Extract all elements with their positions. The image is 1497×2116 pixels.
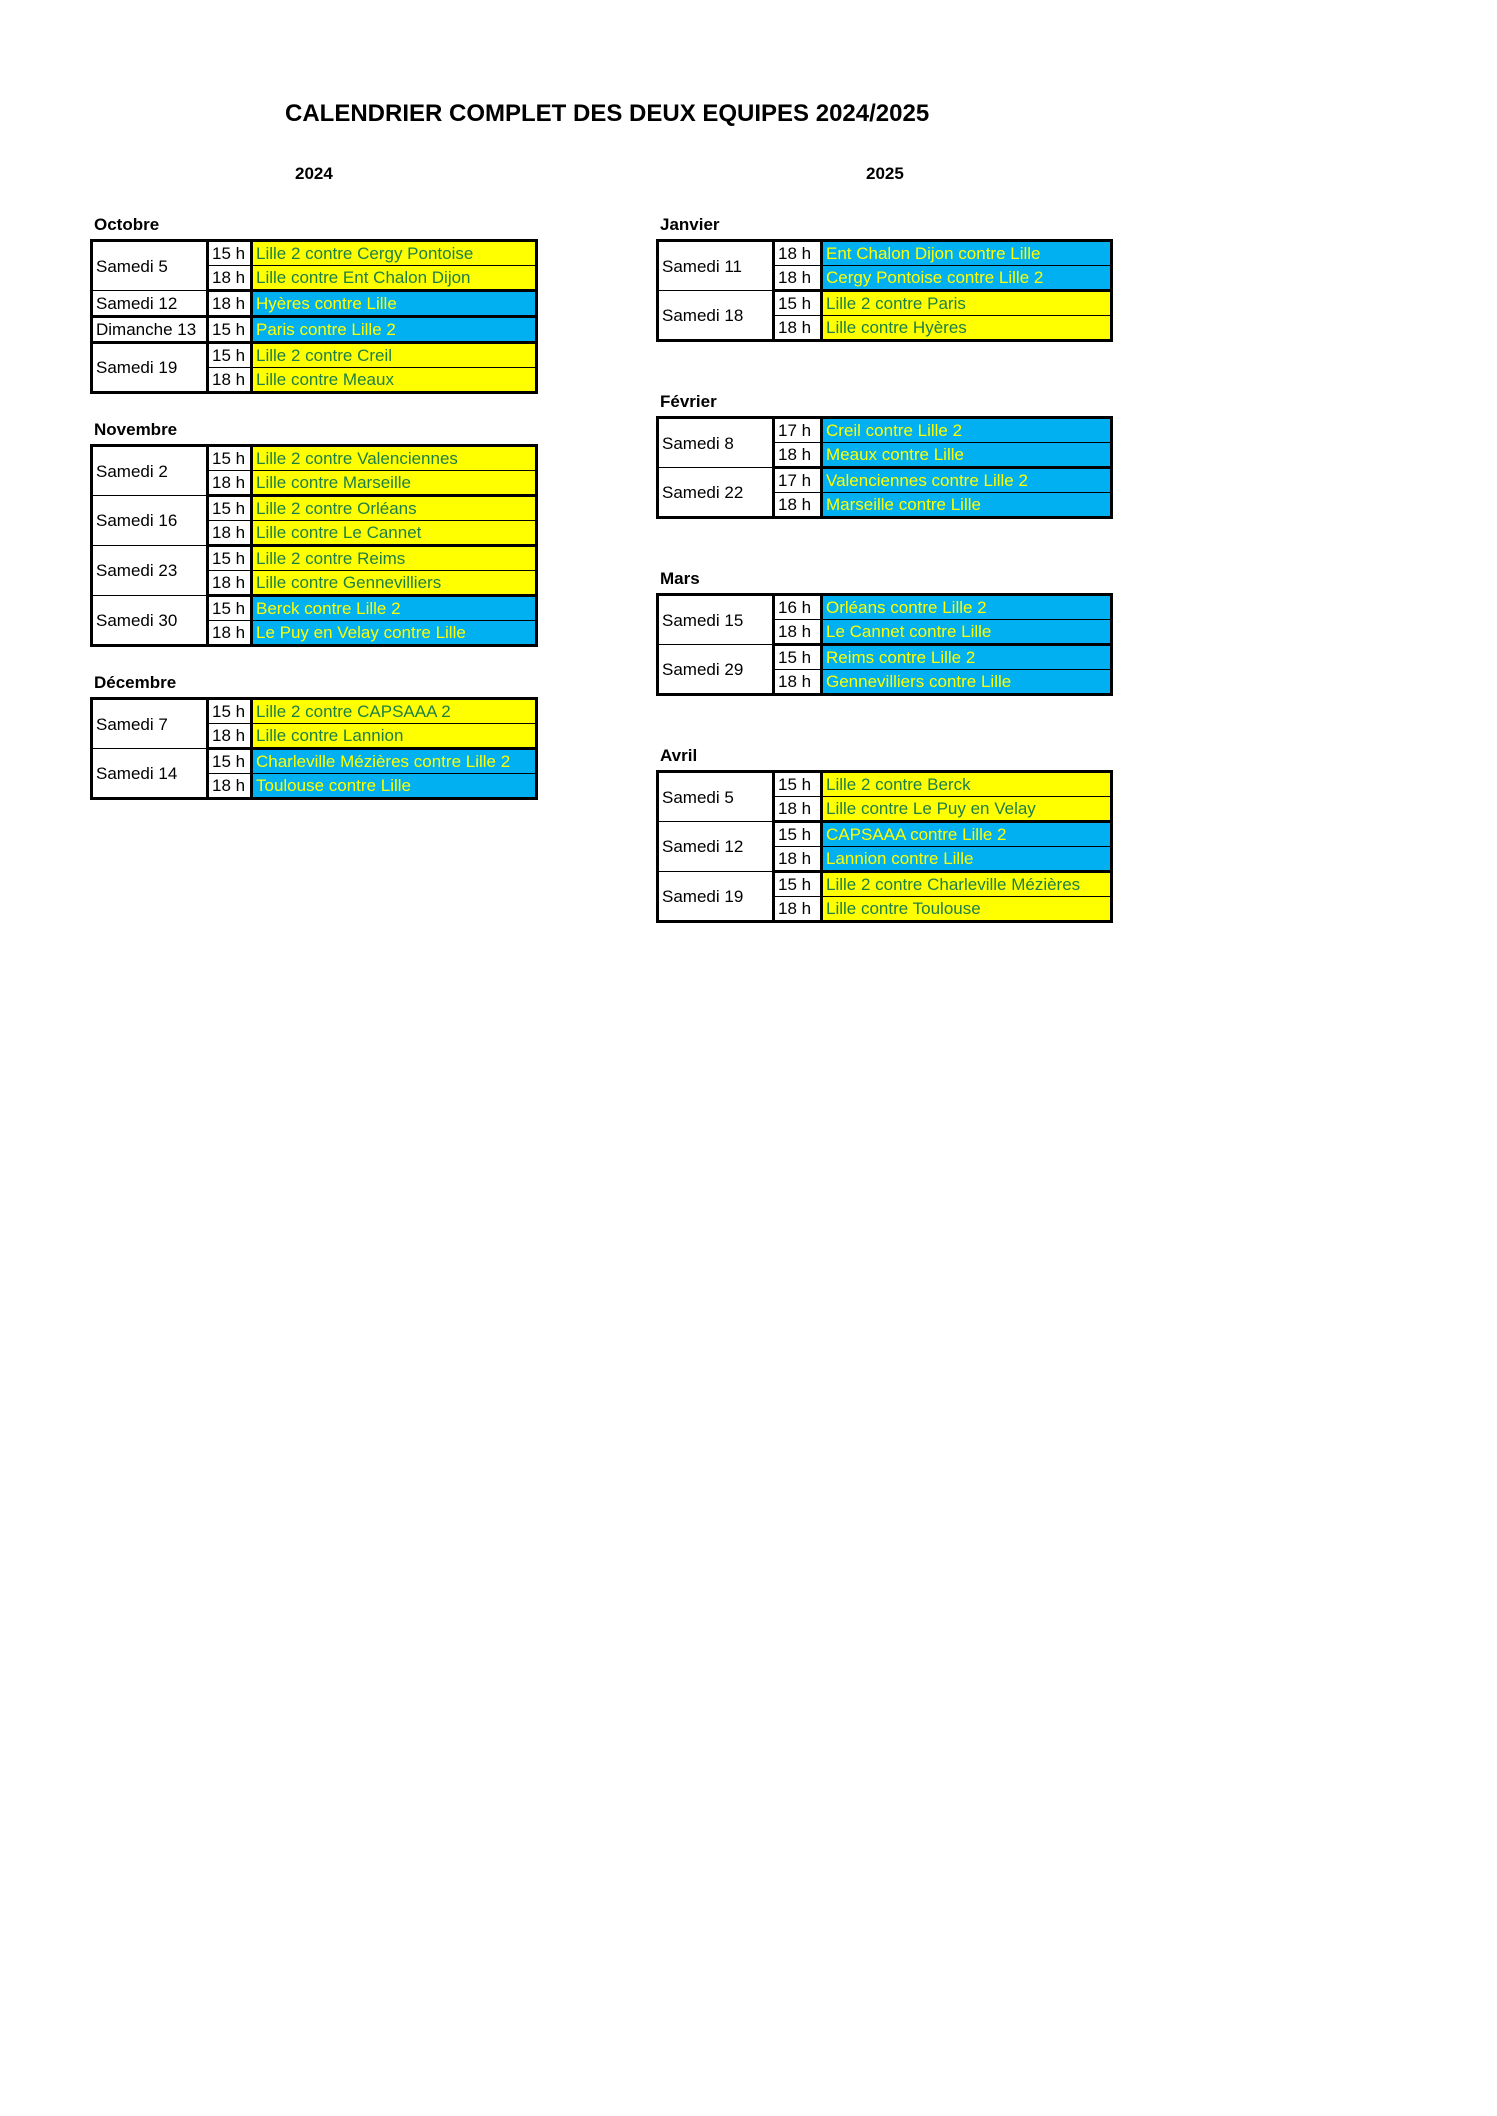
time-cell: 15 h [208, 241, 252, 266]
month-block [90, 420, 538, 647]
match-cell: Ent Chalon Dijon contre Lille [822, 241, 1112, 266]
table-row [658, 595, 1112, 620]
time-cell: 18 h [208, 571, 252, 596]
time-cell: 15 h [208, 699, 252, 724]
table-row [92, 749, 537, 774]
match-cell: Hyères contre Lille [252, 291, 537, 317]
month-title: Novembre [94, 420, 178, 439]
table-row [658, 468, 1112, 493]
time-cell: 18 h [774, 241, 822, 266]
day-cell: Samedi 16 [92, 496, 208, 546]
time-cell: 18 h [774, 620, 822, 645]
day-cell: Samedi 30 [92, 596, 208, 646]
day-cell: Samedi 15 [658, 595, 774, 645]
time-cell: 18 h [774, 266, 822, 291]
match-cell: Le Cannet contre Lille [822, 620, 1112, 645]
table-row [92, 699, 537, 724]
time-cell: 15 h [208, 343, 252, 368]
match-cell: Reims contre Lille 2 [822, 645, 1112, 670]
schedule-column-2025 [656, 215, 1113, 923]
table-row [92, 343, 537, 368]
match-cell: Creil contre Lille 2 [822, 418, 1112, 443]
month-title: Octobre [94, 215, 160, 234]
time-cell: 18 h [774, 670, 822, 695]
match-cell: CAPSAAA contre Lille 2 [822, 822, 1112, 847]
schedule-table [656, 770, 1113, 923]
day-cell: Samedi 14 [92, 749, 208, 799]
time-cell: 15 h [208, 546, 252, 571]
day-cell: Samedi 22 [658, 468, 774, 518]
table-row [658, 645, 1112, 670]
match-cell: Marseille contre Lille [822, 493, 1112, 518]
month-title: Janvier [660, 215, 720, 234]
time-cell: 15 h [774, 645, 822, 670]
table-row [658, 772, 1112, 797]
month-block [90, 673, 538, 800]
day-cell: Samedi 8 [658, 418, 774, 468]
table-row [92, 291, 537, 317]
time-cell: 15 h [774, 822, 822, 847]
match-cell: Lille 2 contre Creil [252, 343, 537, 368]
time-cell: 17 h [774, 418, 822, 443]
time-cell: 18 h [208, 291, 252, 317]
match-cell: Lille contre Marseille [252, 471, 537, 496]
time-cell: 15 h [208, 596, 252, 621]
match-cell: Lannion contre Lille [822, 847, 1112, 872]
match-cell: Lille contre Lannion [252, 724, 537, 749]
match-cell: Meaux contre Lille [822, 443, 1112, 468]
match-cell: Lille 2 contre CAPSAAA 2 [252, 699, 537, 724]
table-row [92, 446, 537, 471]
day-cell: Samedi 11 [658, 241, 774, 291]
day-cell: Samedi 23 [92, 546, 208, 596]
match-cell: Berck contre Lille 2 [252, 596, 537, 621]
month-block [656, 392, 1113, 519]
match-cell: Paris contre Lille 2 [252, 317, 537, 343]
match-cell: Lille contre Hyères [822, 316, 1112, 341]
table-row [658, 418, 1112, 443]
match-cell: Le Puy en Velay contre Lille [252, 621, 537, 646]
match-cell: Orléans contre Lille 2 [822, 595, 1112, 620]
table-row [658, 291, 1112, 316]
page-title: CALENDRIER COMPLET DES DEUX EQUIPES 2024/2025 [285, 100, 930, 127]
match-cell: Lille 2 contre Reims [252, 546, 537, 571]
match-cell: Charleville Mézières contre Lille 2 [252, 749, 537, 774]
time-cell: 15 h [774, 872, 822, 897]
schedule-table [90, 697, 538, 800]
time-cell: 18 h [774, 897, 822, 922]
match-cell: Lille contre Ent Chalon Dijon [252, 266, 537, 291]
schedule-table [656, 593, 1113, 696]
match-cell: Lille contre Le Puy en Velay [822, 797, 1112, 822]
day-cell: Samedi 5 [658, 772, 774, 822]
table-row [92, 546, 537, 571]
time-cell: 15 h [774, 291, 822, 316]
time-cell: 15 h [208, 496, 252, 521]
time-cell: 18 h [208, 774, 252, 799]
schedule-table [90, 239, 538, 394]
day-cell: Samedi 5 [92, 241, 208, 291]
match-cell: Lille 2 contre Cergy Pontoise [252, 241, 537, 266]
table-row [92, 317, 537, 343]
time-cell: 16 h [774, 595, 822, 620]
match-cell: Valenciennes contre Lille 2 [822, 468, 1112, 493]
time-cell: 15 h [208, 317, 252, 343]
table-row [92, 496, 537, 521]
day-cell: Samedi 12 [658, 822, 774, 872]
schedule-table [656, 239, 1113, 342]
match-cell: Lille 2 contre Charleville Mézières [822, 872, 1112, 897]
month-block [656, 746, 1113, 923]
table-row [658, 241, 1112, 266]
year-heading-left: 2024 [295, 164, 333, 183]
time-cell: 18 h [774, 797, 822, 822]
day-cell: Samedi 18 [658, 291, 774, 341]
match-cell: Toulouse contre Lille [252, 774, 537, 799]
time-cell: 18 h [208, 724, 252, 749]
month-block [656, 215, 1113, 342]
schedule-table [90, 444, 538, 647]
match-cell: Lille 2 contre Berck [822, 772, 1112, 797]
match-cell: Lille 2 contre Paris [822, 291, 1112, 316]
table-row [658, 822, 1112, 847]
day-cell: Samedi 19 [658, 872, 774, 922]
month-title: Février [660, 392, 717, 411]
time-cell: 18 h [208, 621, 252, 646]
match-cell: Lille contre Gennevilliers [252, 571, 537, 596]
table-row [658, 872, 1112, 897]
time-cell: 18 h [208, 368, 252, 393]
match-cell: Lille contre Toulouse [822, 897, 1112, 922]
day-cell: Samedi 29 [658, 645, 774, 695]
match-cell: Cergy Pontoise contre Lille 2 [822, 266, 1112, 291]
time-cell: 18 h [208, 471, 252, 496]
match-cell: Gennevilliers contre Lille [822, 670, 1112, 695]
table-row [92, 596, 537, 621]
year-heading-right: 2025 [866, 164, 904, 183]
match-cell: Lille contre Meaux [252, 368, 537, 393]
match-cell: Lille 2 contre Valenciennes [252, 446, 537, 471]
time-cell: 18 h [774, 847, 822, 872]
month-title: Mars [660, 569, 700, 588]
time-cell: 15 h [208, 749, 252, 774]
match-cell: Lille 2 contre Orléans [252, 496, 537, 521]
time-cell: 18 h [774, 493, 822, 518]
time-cell: 15 h [208, 446, 252, 471]
day-cell: Dimanche 13 [92, 317, 208, 343]
time-cell: 18 h [208, 521, 252, 546]
time-cell: 18 h [774, 316, 822, 341]
month-title: Avril [660, 746, 698, 765]
month-title: Décembre [94, 673, 177, 692]
month-block [90, 215, 538, 394]
month-block [656, 569, 1113, 696]
time-cell: 15 h [774, 772, 822, 797]
day-cell: Samedi 12 [92, 291, 208, 317]
day-cell: Samedi 2 [92, 446, 208, 496]
time-cell: 17 h [774, 468, 822, 493]
match-cell: Lille contre Le Cannet [252, 521, 537, 546]
time-cell: 18 h [208, 266, 252, 291]
schedule-column-2024 [90, 215, 538, 800]
table-row [92, 241, 537, 266]
schedule-table [656, 416, 1113, 519]
day-cell: Samedi 19 [92, 343, 208, 393]
day-cell: Samedi 7 [92, 699, 208, 749]
time-cell: 18 h [774, 443, 822, 468]
